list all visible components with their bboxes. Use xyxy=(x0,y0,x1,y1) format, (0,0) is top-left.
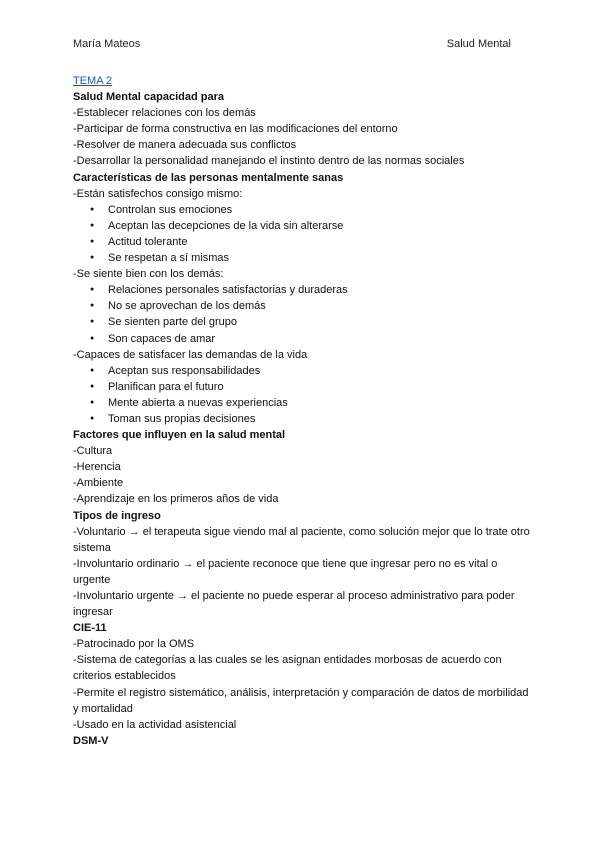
bullet-item: ● No se aprovechan de los demás xyxy=(73,298,533,314)
bullet-item: ● Toman sus propias decisiones xyxy=(73,411,533,427)
list-item: -Desarrollar la personalidad manejando el instinto dentro de las normas sociales xyxy=(73,155,465,168)
section-title: DSM-V xyxy=(73,734,109,747)
list-item: -Permite el registro sistemático, análisis, interpretación y comparación de datos de morbilidad y mortalidad xyxy=(73,686,529,715)
list-item: -Cultura xyxy=(73,445,113,458)
list-item: -Sistema de categorías a las cuales se les asignan entidades morbosas de acuerdo con criterios establecidos xyxy=(73,654,502,683)
topic-link[interactable]: TEMA 2 xyxy=(73,75,113,87)
page-header xyxy=(73,38,511,50)
section-title: CIE-11 xyxy=(73,622,107,635)
list-item: -Patrocinado por la OMS xyxy=(73,638,195,651)
list-item: -Ambiente xyxy=(73,477,124,490)
bullet-item: ● Controlan sus emociones xyxy=(73,202,533,218)
document-body xyxy=(73,73,533,749)
bullet-item: ● Aceptan las decepciones de la vida sin alterarse xyxy=(73,218,533,234)
section-title: Tipos de ingreso xyxy=(73,509,161,522)
bullet-item: ● Planifican para el futuro xyxy=(73,379,533,395)
section-title: Características de las personas mentalmente sanas xyxy=(73,171,344,184)
bullet-item: ● Aceptan sus responsabilidades xyxy=(73,363,533,379)
bullet-list xyxy=(73,282,533,346)
subject-name: Salud Mental xyxy=(446,38,511,50)
bullet-item: ● Actitud tolerante xyxy=(73,234,533,250)
list-item: -Herencia xyxy=(73,461,121,474)
bullet-item: ● Mente abierta a nuevas experiencias xyxy=(73,395,533,411)
list-item: -Usado en la actividad asistencial xyxy=(73,718,237,731)
bullet-list xyxy=(73,363,533,427)
section-title: Factores que influyen en la salud mental xyxy=(73,429,286,442)
group-heading: -Se siente bien con los demás: xyxy=(73,268,224,281)
list-item: -Resolver de manera adecuada sus conflictos xyxy=(73,139,297,152)
author-name: María Mateos xyxy=(73,38,141,50)
bullet-item: ● Son capaces de amar xyxy=(73,331,533,347)
list-item: -Involuntario urgente → el paciente no puede esperar al proceso administrativo para poder ingresar xyxy=(73,590,515,619)
group-heading: -Capaces de satisfacer las demandas de la vida xyxy=(73,348,308,361)
bullet-item: ● Se sienten parte del grupo xyxy=(73,314,533,330)
section-title: Salud Mental capacidad para xyxy=(73,91,224,104)
bullet-list xyxy=(73,202,533,266)
list-item: -Participar de forma constructiva en las modificaciones del entorno xyxy=(73,123,398,136)
list-item: -Involuntario ordinario → el paciente reconoce que tiene que ingresar pero no es vital o urgente xyxy=(73,557,498,586)
list-item: -Aprendizaje en los primeros años de vida xyxy=(73,493,279,506)
bullet-item: ● Se respetan a sí mismas xyxy=(73,250,533,266)
list-item: -Voluntario → el terapeuta sigue viendo mal al paciente, como solución mejor que lo trate otro sistema xyxy=(73,525,530,554)
group-heading: -Están satisfechos consigo mismo: xyxy=(73,187,243,200)
bullet-item: ● Relaciones personales satisfactorias y duraderas xyxy=(73,282,533,298)
list-item: -Establecer relaciones con los demás xyxy=(73,107,256,120)
